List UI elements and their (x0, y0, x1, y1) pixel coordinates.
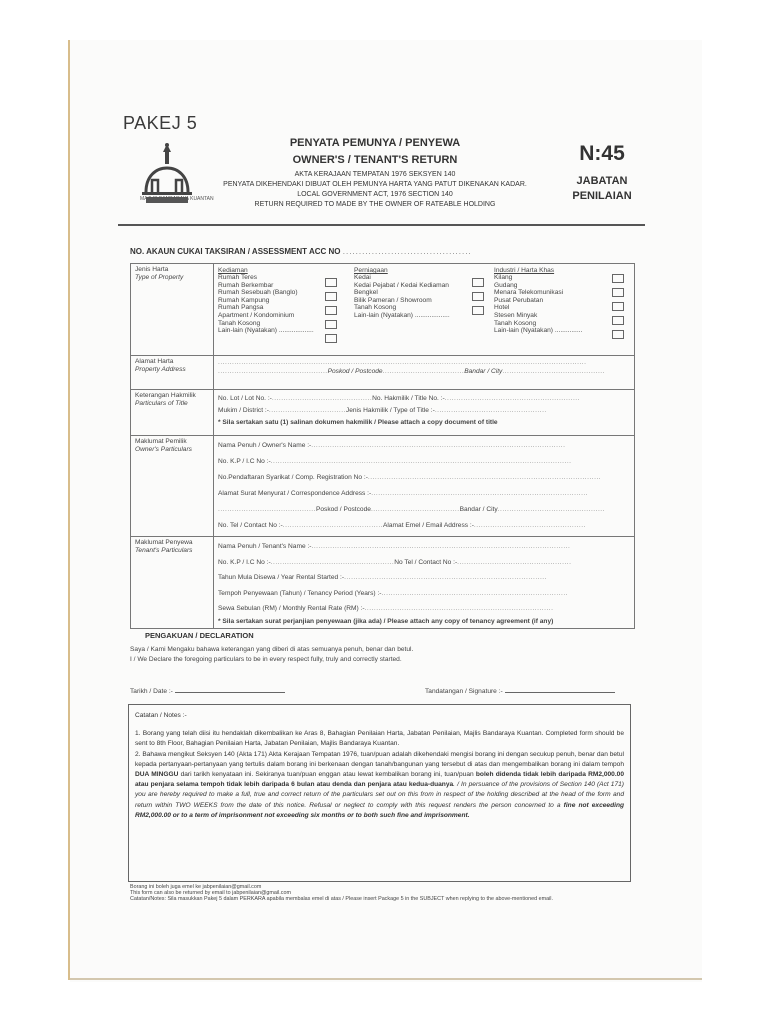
owner-contact-line[interactable]: No. Tel / Contact No :-...........................................Alamat Emel / Email Address :-................................................ (218, 522, 586, 529)
district-line[interactable]: Mukim / District :-.................................Jenis Hakmilik / Type of Title :-................................................ (218, 407, 547, 414)
property-type-checkbox[interactable] (325, 306, 337, 315)
tenant-year-label: Tahun Mula Disewa / Year Rental Started :- (218, 574, 345, 581)
property-type-label (131, 264, 214, 356)
property-type-row (131, 264, 635, 356)
property-type-option: Kedai (354, 274, 371, 281)
owner-label (131, 436, 214, 537)
footer-notes (130, 884, 553, 903)
property-type-option: Apartment / Kondominium (218, 311, 295, 319)
note-2-part-en: . / In persuance of the provisions of Section 140 (Act 171) you are hereby required to make a full, true and correct return of the particulars set out on this from in respect of the holding described at the head of the form and return within TWO WEEKS from the date of this notice. Refusal or neglect to comply with this request renders the person concerned to a (135, 781, 625, 809)
property-type-option: Tanah Kosong (494, 319, 537, 327)
act-ms: AKTA KERAJAAN TEMPATAN 1976 SEKSYEN 140 (294, 171, 456, 178)
title-no-label: No. Hakmilik / Title No. :- (372, 395, 445, 402)
property-type-option: Rumah Kampung (218, 296, 270, 304)
title-fields[interactable] (214, 390, 635, 436)
address-postcode-line[interactable]: ...............................................Poskod / Postcode...................................Bandar / City............................................ (218, 368, 605, 375)
owner-email-label: Alamat Emel / Email Address :- (383, 522, 474, 529)
title-attach-note: * Sila sertakan satu (1) salinan dokumen hakmilik / Please attach a copy document of title (218, 419, 498, 426)
requirement-ms: PENYATA DIKEHENDAKI DIBUAT OLEH PEMUNYA HARTA YANG PATUT DIKENAKAN KADAR. (223, 181, 527, 188)
property-type-option: Pusat Perubatan (494, 296, 544, 304)
tenant-period-label: Tempoh Penyewaan (Tahun) / Tenancy Period (Years) :- (218, 589, 382, 597)
property-address-row (131, 356, 635, 390)
residential-checkboxes (325, 278, 339, 348)
note-2-penalty-ms: boleh didenda tidak lebih daripada RM2,000.00 atau penjara selama tempoh tidak lebih daripada 6 bulan atau denda dan penjara atau kedua-duanya (135, 771, 625, 789)
label-en: Owner's Particulars (135, 446, 192, 453)
tenant-row (131, 537, 635, 629)
act-en: LOCAL GOVERNMENT ACT, 1976 SECTION 140 (297, 191, 453, 198)
property-type-option: Bilik Pameran / Showroom (354, 296, 432, 304)
property-type-checkbox[interactable] (612, 330, 624, 339)
owner-name-line[interactable]: Nama Penuh / Owner's Name :-............................................................................................................. (218, 442, 566, 449)
industrial-list (494, 274, 619, 335)
note-1: 1. Borang yang telah diisi itu hendaklah dikembalikan ke Aras 8, Bahagian Penilaian Harta, Jabatan Penilaian, Majlis Bandaraya Kuantan. Completed form should be sent to 8th Floor, Bahagian Penilaian Harta, Jabatan Penilaian, Majlis Bandaraya Kuantan. (135, 730, 624, 748)
assessment-account-input[interactable]: ........................................ (342, 247, 472, 256)
owner-name-label: Nama Penuh / Owner's Name :- (218, 442, 312, 449)
property-type-checkbox[interactable] (612, 274, 624, 283)
declaration-text (130, 645, 413, 665)
property-type-checkbox[interactable] (472, 278, 484, 287)
owner-reg-line[interactable]: No.Pendaftaran Syarikat / Comp. Registration No :-.................................................................................................... (218, 474, 602, 481)
date-input[interactable] (175, 692, 285, 693)
tenant-name-label: Nama Penuh / Tenant's Name :- (218, 543, 312, 550)
property-type-checkbox[interactable] (325, 334, 337, 343)
property-type-option: Stesen Minyak (494, 311, 538, 319)
district-label: Mukim / District :- (218, 407, 269, 414)
label-ms: Alamat Harta (135, 358, 174, 365)
property-address-label (131, 356, 214, 390)
logo-caption: MAJLIS BANDARAYA KUANTAN (140, 196, 214, 202)
property-type-option: Rumah Pangsa (218, 304, 264, 312)
note-2-duration: DUA MINGGU (135, 771, 179, 779)
industrial-checkboxes (612, 274, 626, 344)
property-type-option: Bengkel (354, 289, 378, 297)
form-number-block (562, 142, 642, 204)
owner-postcode-line[interactable]: ..........................................Poskod / Postcode......................................Bandar / City.............................................. (218, 506, 605, 513)
property-type-option: Kilang (494, 274, 513, 281)
label-en: Particulars of Title (135, 400, 188, 407)
label-en: Tenant's Particulars (135, 547, 193, 554)
property-type-option: Kedai Pejabat / Kedai Kediaman (354, 281, 449, 289)
lot-no-label: No. Lot / Lot No. :- (218, 395, 272, 402)
notes-heading: Catatan / Notes :- (135, 712, 187, 719)
commercial-checkboxes (472, 278, 486, 320)
owner-reg-label: No.Pendaftaran Syarikat / Comp. Registration No :- (218, 474, 368, 481)
owner-row (131, 436, 635, 537)
label-en: Property Address (135, 366, 186, 373)
property-type-option: Menara Telekomunikasi (494, 289, 564, 297)
department-name: JABATAN PENILAIAN (572, 175, 632, 202)
commercial-heading: Perniagaan (354, 267, 388, 274)
footer-line-3: Catatan/Notes: Sila masukkan Pakej 5 dalam PERKARA apabila membalas emel di atas / Please insert Package 5 in the SUBJECT when replying to the above-mentioned email. (130, 896, 553, 903)
tenant-ic-line[interactable]: No. K.P / I.C No :-.....................................................No Tel / Contact No :-................................................. (218, 558, 572, 566)
header-subtext (200, 170, 550, 210)
label-en: Type of Property (135, 274, 184, 281)
form-header (200, 137, 550, 210)
tenant-label (131, 537, 214, 629)
assessment-account-label: NO. AKAUN CUKAI TAKSIRAN / ASSESSMENT ACC NO (130, 247, 341, 256)
owner-address-line[interactable]: Alamat Surat Menyurat / Correspondence Address :-............................................................................................. (218, 490, 589, 497)
property-type-checkbox[interactable] (612, 316, 624, 325)
assessment-account-field[interactable] (130, 247, 472, 256)
date-label: Tarikh / Date :- (130, 688, 173, 695)
package-label: PAKEJ 5 (123, 113, 198, 133)
signature-label: Tandatangan / Signature :- (425, 688, 503, 695)
footer-line-2: This form can also be returned by email to jabpenilaian@gmail.com (130, 890, 291, 897)
property-type-checkbox[interactable] (325, 320, 337, 329)
owner-city-label: Bandar / City (459, 506, 498, 513)
property-type-checkbox[interactable] (472, 306, 484, 315)
owner-tel-label: No. Tel / Contact No :- (218, 522, 283, 529)
property-type-options (214, 264, 635, 356)
tenant-tel-label: No Tel / Contact No :- (394, 558, 458, 566)
label-ms: Maklumat Pemilik (135, 438, 187, 445)
property-type-option: Rumah Teres (218, 274, 258, 281)
note-2-part-a: 2. Bahawa mengikut Seksyen 140 (Akta 171) Akta Kerajaan Tempatan 1976, tuan/puan adalah dikehendaki mengisi borang ini dengan secukup penuh, benar dan betul kepada pertanyaan-pertanyaan yang tertulis dalam borang ini berkenaan dengan tanah/bangunan yang tersebut di atas dan mengembalikan borang ini dalam tempoh (135, 750, 624, 768)
property-type-checkbox[interactable] (325, 292, 337, 301)
declaration-heading: PENGAKUAN / DECLARATION (145, 631, 254, 640)
tenant-year-line[interactable]: Tahun Mula Disewa / Year Rental Started :-....................................................................................... (218, 574, 547, 581)
title-ms: PENYATA PEMUNYA / PENYEWA (289, 137, 461, 149)
owner-ic-line[interactable]: No. K.P / I.C No :-................................................................................................................................. (218, 458, 572, 465)
city-label: Bandar / City (464, 368, 503, 375)
commercial-column (354, 267, 479, 320)
owner-postcode-label: Poskod / Postcode (315, 506, 371, 513)
tenant-attach-note: * Sila sertakan surat perjanjian penyewaan (jika ada) / Please attach any copy of tenancy agreement (if any) (218, 617, 554, 625)
title-type-label: Jenis Hakmilik / Type of Title :- (345, 407, 435, 414)
property-type-checkbox[interactable] (612, 288, 624, 297)
declaration-ms: Saya / Kami Mengaku bahawa keterangan yang diberi di atas semuanya penuh, benar dan betul. (130, 646, 414, 653)
title-label (131, 390, 214, 436)
industrial-column (494, 267, 619, 335)
industrial-heading: Industri / Harta Khas (494, 267, 555, 274)
note-2-part-c: dari tarikh kenyataan ini. Sekiranya tuan/puan enggan atau lewat kembalikan borang ini, tuan/puan (178, 771, 476, 779)
property-type-checkbox[interactable] (612, 302, 624, 311)
declaration-en: I / We Declare the foregoing particulars to be in every respect fully, truly and correctly started. (130, 656, 402, 663)
property-type-option: Rumah Sesebuah (Banglo) (218, 289, 298, 297)
address-line-input[interactable]: .............................................................................................................................................................. (218, 359, 587, 366)
signature-field (425, 688, 615, 695)
property-address-fields[interactable] (214, 356, 635, 390)
requirement-en: RETURN REQUIRED TO MADE BY THE OWNER OF RATEABLE HOLDING (254, 201, 496, 208)
property-type-option: Lain-lain (Nyatakan) ................... (218, 327, 314, 335)
property-type-option: Lain-lain (Nyatakan) ............... (494, 327, 583, 335)
note-2 (135, 750, 624, 821)
tenant-ic-label: No. K.P / I.C No :- (218, 558, 271, 566)
tenant-name-line[interactable]: Nama Penuh / Tenant's Name :-............................................................................................................... (218, 543, 571, 550)
property-type-checkbox[interactable] (325, 278, 337, 287)
tenant-fields[interactable] (214, 537, 635, 629)
date-signature-row (130, 688, 630, 695)
residential-heading: Kediaman (218, 267, 248, 274)
property-type-option: Tanah Kosong (354, 304, 397, 312)
property-type-option: Tanah Kosong (218, 319, 261, 327)
header-divider (118, 224, 645, 226)
signature-input[interactable] (505, 692, 615, 693)
owner-fields[interactable] (214, 436, 635, 537)
label-ms: Keterangan Hakmilik (135, 392, 196, 399)
form-number: N:45 (579, 142, 625, 165)
tenant-rent-line[interactable]: Sewa Sebulan (RM) / Monthly Rental Rate (RM) :-................................................................................. (218, 605, 554, 612)
property-type-option: Gudang (494, 281, 518, 289)
tenant-rent-label: Sewa Sebulan (RM) / Monthly Rental Rate (RM) :- (218, 605, 365, 612)
owner-ic-label: No. K.P / I.C No :- (218, 458, 271, 465)
tenant-period-line[interactable]: Tempoh Penyewaan (Tahun) / Tenancy Period (Years) :-................................................................................ (218, 589, 569, 597)
label-ms: Jenis Harta (135, 266, 169, 273)
scan-edge-bottom (70, 978, 702, 980)
label-ms: Maklumat Penyewa (135, 539, 193, 546)
postcode-label: Poskod / Postcode (327, 368, 383, 375)
particulars-table (130, 263, 635, 629)
property-type-option: Hotel (494, 304, 510, 312)
footer-line-1: Borang ini boleh juga emel ke jabpenilaian@gmail.com (130, 884, 262, 890)
title-row (131, 390, 635, 436)
commercial-list (354, 274, 479, 320)
property-type-option: Rumah Berkembar (218, 281, 274, 289)
property-type-option: Lain-lain (Nyatakan) ................... (354, 311, 450, 319)
property-type-checkbox[interactable] (472, 292, 484, 301)
notes-box (128, 704, 631, 882)
note-2-penalty-en: fine not exceeding RM2,000.00 or to a term of imprisonment not exceeding six months or to both such fine and imprisonment. (135, 801, 625, 819)
title-en: OWNER'S / TENANT'S RETURN (292, 154, 458, 166)
owner-address-label: Alamat Surat Menyurat / Correspondence Address :- (218, 490, 372, 497)
lot-no-line[interactable]: No. Lot / Lot No. :-...........................................No. Hakmilik / Title No. :-.......................................................... (218, 395, 580, 402)
